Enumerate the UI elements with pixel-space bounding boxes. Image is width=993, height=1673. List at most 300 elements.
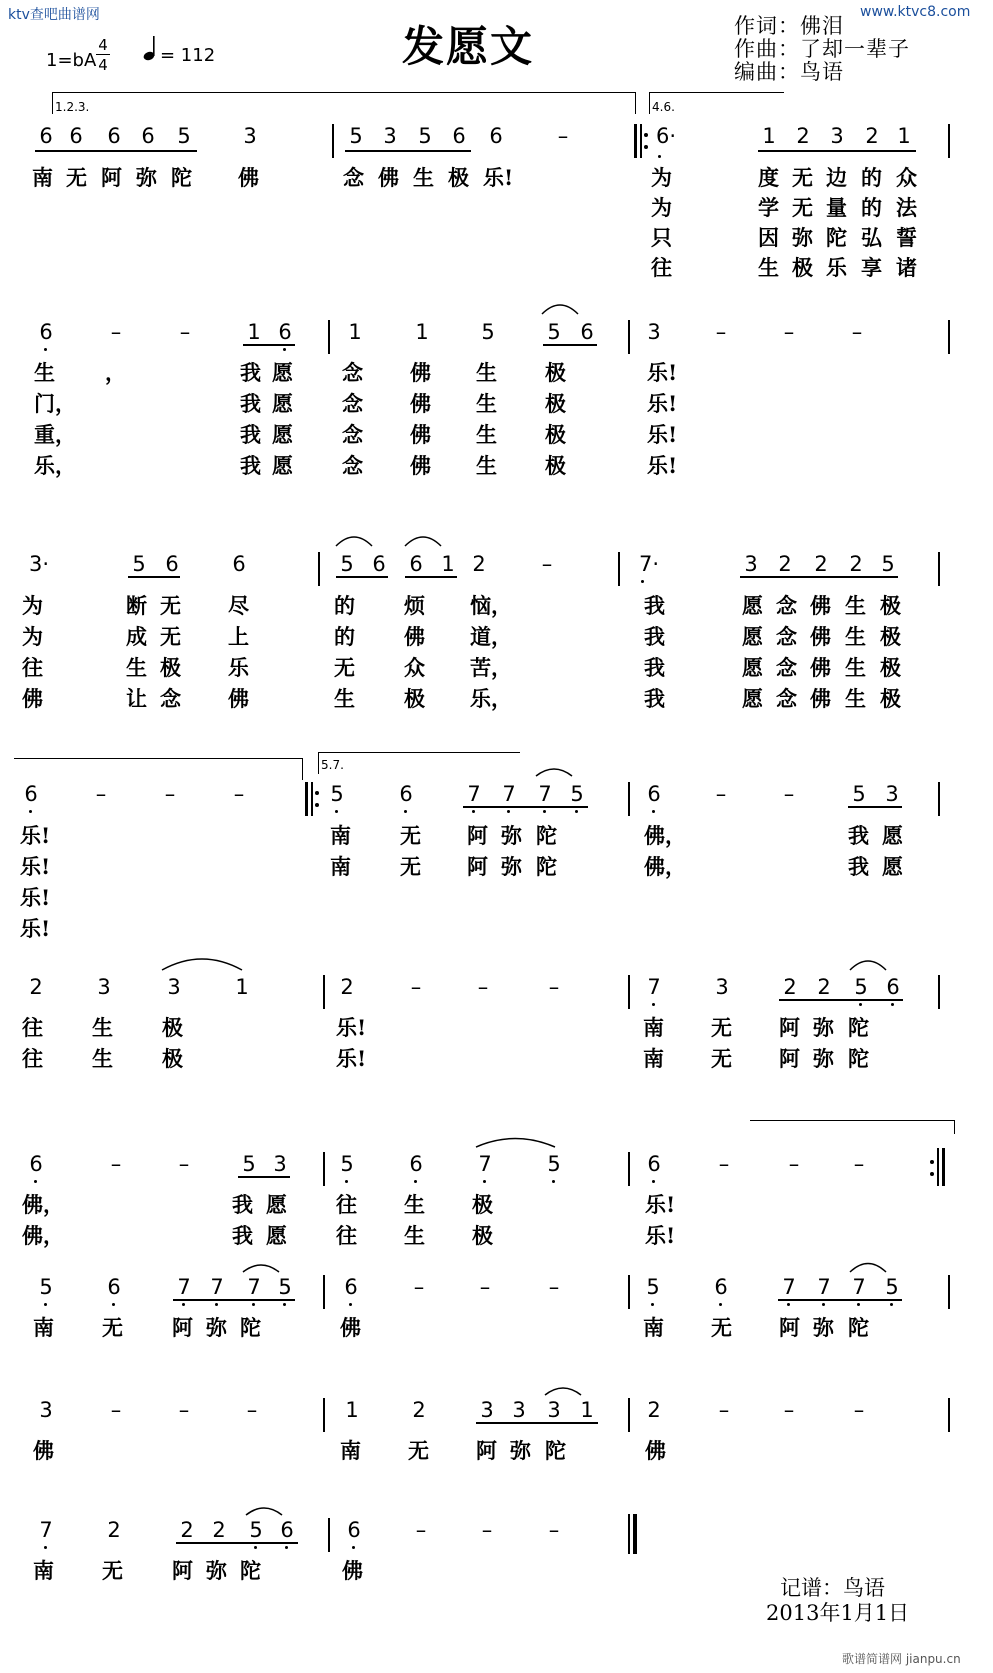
note: 2 xyxy=(783,975,797,999)
lyric: 我 xyxy=(644,593,665,618)
sustain-dash: – xyxy=(783,782,795,806)
note: 5 xyxy=(547,320,561,344)
note: 6· xyxy=(655,124,677,148)
key-signature: 1=bA xyxy=(46,50,97,71)
lyric: 弥 xyxy=(501,854,522,879)
lyric: 量 xyxy=(826,195,847,220)
sustain-dash: – xyxy=(413,1275,425,1299)
sustain-dash: – xyxy=(95,782,107,806)
note: 6 xyxy=(580,320,594,344)
sustain-dash: – xyxy=(415,1518,427,1542)
lyric: 乐， xyxy=(470,686,512,711)
note: 6 xyxy=(886,975,900,999)
note: 5 xyxy=(881,552,895,576)
slur xyxy=(336,537,372,546)
slur xyxy=(850,1264,886,1273)
note: 6 xyxy=(39,124,53,148)
note: 5 xyxy=(249,1518,263,1542)
note: 1 xyxy=(247,320,261,344)
lyric: 阿 xyxy=(779,1015,800,1040)
note: 6 xyxy=(280,1518,294,1542)
note: 5 xyxy=(570,782,584,806)
lyric: 极 xyxy=(880,686,901,711)
sustain-dash: – xyxy=(246,1398,258,1422)
lyric: 无 xyxy=(792,165,813,190)
lyric: 佛， xyxy=(644,854,686,879)
note: 2 xyxy=(814,552,828,576)
note: 7 xyxy=(247,1275,261,1299)
lyric: 无 xyxy=(400,823,421,848)
lyric: 佛 xyxy=(810,655,831,680)
note: 2 xyxy=(865,124,879,148)
song-title: 发愿文 xyxy=(402,22,535,71)
lyric: 佛 xyxy=(342,1558,363,1583)
lyric: 断 xyxy=(126,593,147,618)
note: 6 xyxy=(409,552,423,576)
lyric: 阿 xyxy=(467,854,488,879)
lyric: 阿 xyxy=(476,1438,497,1463)
note: 2 xyxy=(412,1398,426,1422)
lyric: 念 xyxy=(776,655,797,680)
lyric: 佛 xyxy=(340,1315,361,1340)
note: 3 xyxy=(243,124,257,148)
note: 2 xyxy=(817,975,831,999)
lyric: 佛 xyxy=(228,686,249,711)
lyric: 弥 xyxy=(813,1315,834,1340)
note: 6 xyxy=(232,552,246,576)
sustain-dash: – xyxy=(110,320,122,344)
lyric: 生 xyxy=(92,1015,113,1040)
lyric: 生 xyxy=(126,655,147,680)
note: 2 xyxy=(647,1398,661,1422)
lyric: 佛， xyxy=(644,823,686,848)
lyric: 陀 xyxy=(536,854,557,879)
lyric: 极 xyxy=(545,360,566,385)
lyric: 佛 xyxy=(410,422,431,447)
lyric: 乐! xyxy=(647,422,678,447)
lyric: 念 xyxy=(342,360,363,385)
slur xyxy=(545,1388,581,1395)
slur xyxy=(542,305,578,314)
lyric: 陀 xyxy=(848,1315,869,1340)
note: 1 xyxy=(580,1398,594,1422)
sustain-dash: – xyxy=(178,1152,190,1176)
note: 7· xyxy=(638,552,660,576)
note: 3· xyxy=(28,552,50,576)
lyric: 阿 xyxy=(779,1046,800,1071)
lyric: 无 xyxy=(102,1558,123,1583)
note: 1 xyxy=(441,552,455,576)
note: 3 xyxy=(39,1398,53,1422)
sustain-dash: – xyxy=(479,1275,491,1299)
sustain-dash: – xyxy=(548,975,560,999)
sustain-dash: – xyxy=(233,782,245,806)
lyric: 重， xyxy=(34,422,76,447)
lyric: 极 xyxy=(162,1046,183,1071)
lyric: 陀 xyxy=(545,1438,566,1463)
lyric: 陀 xyxy=(848,1015,869,1040)
lyric: 我 xyxy=(644,686,665,711)
lyric: 极 xyxy=(448,165,469,190)
note: 1 xyxy=(415,320,429,344)
lyric: 生 xyxy=(758,255,779,280)
lyric: 乐! xyxy=(20,916,51,941)
lyric: 弥 xyxy=(813,1015,834,1040)
lyric: 愿 xyxy=(272,391,293,416)
lyric: 门， xyxy=(34,391,76,416)
lyric: 往 xyxy=(22,655,43,680)
sustain-dash: – xyxy=(477,975,489,999)
lyric: 极 xyxy=(162,1015,183,1040)
lyricist-credit: 作词：佛泪 xyxy=(734,14,844,38)
note: 6 xyxy=(278,320,292,344)
lyric: 为 xyxy=(22,624,43,649)
lyric: 阿 xyxy=(172,1315,193,1340)
arranger-credit: 编曲：鸟语 xyxy=(734,60,844,84)
lyric: 陀 xyxy=(848,1046,869,1071)
lyric: 愿 xyxy=(742,686,763,711)
lyric: 无 xyxy=(334,655,355,680)
lyric: 生 xyxy=(92,1046,113,1071)
lyric: 乐 xyxy=(228,655,249,680)
note: 2 xyxy=(180,1518,194,1542)
lyric: 生 xyxy=(476,391,497,416)
lyric: 无 xyxy=(711,1046,732,1071)
lyric: 极 xyxy=(472,1223,493,1248)
watermark-top-left: ktv查吧曲谱网 xyxy=(8,7,100,23)
note: 5 xyxy=(132,552,146,576)
lyric: 愿 xyxy=(266,1192,287,1217)
note: 3 xyxy=(97,975,111,999)
note: 6 xyxy=(647,782,661,806)
lyric: 诸 xyxy=(896,255,917,280)
note: 6 xyxy=(24,782,38,806)
note: 3 xyxy=(830,124,844,148)
lyric: 佛 xyxy=(810,593,831,618)
lyric: 尽 xyxy=(228,593,249,618)
note: 6 xyxy=(69,124,83,148)
note: 6 xyxy=(372,552,386,576)
lyric: 乐! xyxy=(336,1015,367,1040)
note: 2 xyxy=(849,552,863,576)
sustain-dash: – xyxy=(548,1275,560,1299)
note: 5 xyxy=(177,124,191,148)
note: 5 xyxy=(547,1152,561,1176)
note: 6 xyxy=(489,124,503,148)
lyric: 我 xyxy=(232,1192,253,1217)
note: 7 xyxy=(39,1518,53,1542)
note: 2 xyxy=(340,975,354,999)
sustain-dash: – xyxy=(788,1152,800,1176)
lyric: 念 xyxy=(776,686,797,711)
lyric: 乐! xyxy=(647,453,678,478)
lyric: 无 xyxy=(400,854,421,879)
lyric: 生 xyxy=(34,360,55,385)
sustain-dash: – xyxy=(548,1518,560,1542)
lyric: 的 xyxy=(861,195,882,220)
note: 7 xyxy=(478,1152,492,1176)
lyric: 陀 xyxy=(536,823,557,848)
lyric: 誓 xyxy=(896,225,917,250)
lyric: 佛 xyxy=(410,391,431,416)
lyric: 的 xyxy=(334,624,355,649)
lyric: 往 xyxy=(336,1192,357,1217)
note: 7 xyxy=(502,782,516,806)
note: 6 xyxy=(347,1518,361,1542)
note: 1 xyxy=(235,975,249,999)
lyric: 弥 xyxy=(136,165,157,190)
sustain-dash: – xyxy=(557,124,569,148)
note: 5 xyxy=(885,1275,899,1299)
lyric: 愿 xyxy=(742,624,763,649)
lyric: 念 xyxy=(160,686,181,711)
lyric: 乐， xyxy=(34,453,76,478)
lyric: 乐! xyxy=(647,360,678,385)
lyric: 陀 xyxy=(240,1315,261,1340)
lyric: 乐! xyxy=(20,823,51,848)
note: 6 xyxy=(165,552,179,576)
lyric: 佛 xyxy=(238,165,259,190)
lyric: 我 xyxy=(240,422,261,447)
lyric: 弥 xyxy=(510,1438,531,1463)
lyric: 念 xyxy=(776,593,797,618)
note: 5 xyxy=(646,1275,660,1299)
note: 1 xyxy=(897,124,911,148)
lyric: 佛 xyxy=(378,165,399,190)
lyric: 念 xyxy=(342,453,363,478)
sustain-dash: – xyxy=(783,320,795,344)
note: 5 xyxy=(340,552,354,576)
lyric: 众 xyxy=(404,655,425,680)
lyric: 度 xyxy=(758,165,779,190)
lyric: 念 xyxy=(776,624,797,649)
lyric: 享 xyxy=(861,255,882,280)
lyric: 弥 xyxy=(813,1046,834,1071)
lyric: 学 xyxy=(758,195,779,220)
lyric: 的 xyxy=(334,593,355,618)
lyric: 极 xyxy=(880,655,901,680)
lyric: 佛 xyxy=(410,360,431,385)
watermark-top-right: www.ktvc8.com xyxy=(860,4,971,20)
lyric: 佛 xyxy=(645,1438,666,1463)
note: 7 xyxy=(852,1275,866,1299)
note: 3 xyxy=(512,1398,526,1422)
lyric: 乐! xyxy=(483,165,514,190)
sustain-dash: – xyxy=(715,782,727,806)
lyric: 南 xyxy=(330,854,351,879)
lyric: 无 xyxy=(792,195,813,220)
note: 7 xyxy=(467,782,481,806)
lyric: 弥 xyxy=(792,225,813,250)
note: 2 xyxy=(472,552,486,576)
note: 3 xyxy=(715,975,729,999)
note: 1 xyxy=(348,320,362,344)
note: 7 xyxy=(177,1275,191,1299)
note: 2 xyxy=(29,975,43,999)
note: 6 xyxy=(29,1152,43,1176)
lyric: 生 xyxy=(845,655,866,680)
lyric: 佛 xyxy=(810,686,831,711)
sustain-dash: – xyxy=(541,552,553,576)
lyric: 念 xyxy=(343,165,364,190)
slur xyxy=(243,1265,279,1272)
lyric: 我 xyxy=(240,453,261,478)
lyric: 极 xyxy=(160,655,181,680)
lyric: 苦， xyxy=(470,655,512,680)
note: 7 xyxy=(647,975,661,999)
note: 2 xyxy=(107,1518,121,1542)
lyric: 南 xyxy=(330,823,351,848)
watermark-bottom-right: 歌谱简谱网 jianpu.cn xyxy=(842,1652,961,1666)
lyric: 往 xyxy=(22,1046,43,1071)
lyric: 极 xyxy=(545,453,566,478)
lyric: 佛 xyxy=(33,1438,54,1463)
lyric: 佛 xyxy=(404,624,425,649)
volta-label-1: 1.2.3. xyxy=(55,100,90,114)
note: 5 xyxy=(278,1275,292,1299)
time-signature-top: 4 xyxy=(98,36,108,54)
lyric: 往 xyxy=(336,1223,357,1248)
lyric: 佛 xyxy=(810,624,831,649)
lyric: 乐! xyxy=(645,1192,676,1217)
lyric: 南 xyxy=(643,1315,664,1340)
lyric: 为 xyxy=(22,593,43,618)
lyric: 弥 xyxy=(206,1315,227,1340)
lyric: 乐! xyxy=(20,854,51,879)
lyric: 上 xyxy=(228,624,249,649)
volta-label-3: 5.7. xyxy=(321,758,344,772)
lyric: 的 xyxy=(861,165,882,190)
slur xyxy=(850,961,886,970)
note: 3 xyxy=(885,782,899,806)
note: 7 xyxy=(817,1275,831,1299)
sustain-dash: – xyxy=(853,1398,865,1422)
lyric: 南 xyxy=(643,1015,664,1040)
note: 2 xyxy=(778,552,792,576)
sustain-dash: – xyxy=(718,1152,730,1176)
lyric: 众 xyxy=(896,165,917,190)
note: 5 xyxy=(418,124,432,148)
lyric: 无 xyxy=(160,593,181,618)
lyric: 乐! xyxy=(20,885,51,910)
sustain-dash: – xyxy=(783,1398,795,1422)
lyric: 愿 xyxy=(742,593,763,618)
note: 6 xyxy=(647,1152,661,1176)
lyric: 往 xyxy=(22,1015,43,1040)
lyric: 南 xyxy=(643,1046,664,1071)
sustain-dash: – xyxy=(410,975,422,999)
note: 3 xyxy=(547,1398,561,1422)
note: 3 xyxy=(167,975,181,999)
slur xyxy=(405,537,441,546)
lyric: 生 xyxy=(476,360,497,385)
lyric: 我 xyxy=(232,1223,253,1248)
lyric: 让 xyxy=(126,686,147,711)
sustain-dash: – xyxy=(179,320,191,344)
note: 5 xyxy=(481,320,495,344)
lyric: 生 xyxy=(334,686,355,711)
slur xyxy=(476,1139,555,1148)
sustain-dash: – xyxy=(853,1152,865,1176)
lyric: 无 xyxy=(711,1015,732,1040)
recorder-credit: 记谱：鸟语 xyxy=(780,1576,885,1600)
lyric: 乐! xyxy=(647,391,678,416)
lyric: 极 xyxy=(472,1192,493,1217)
note: 1 xyxy=(762,124,776,148)
lyric: 愿 xyxy=(272,453,293,478)
lyric: 弘 xyxy=(861,225,882,250)
note: 6 xyxy=(107,1275,121,1299)
note: 7 xyxy=(538,782,552,806)
lyric: 为 xyxy=(651,165,672,190)
composer-credit: 作曲：了却一辈子 xyxy=(734,37,910,61)
lyric: 我 xyxy=(848,854,869,879)
lyric: 阿 xyxy=(172,1558,193,1583)
lyric: 无 xyxy=(102,1315,123,1340)
lyric: 南 xyxy=(32,165,53,190)
volta-label-2: 4.6. xyxy=(652,100,675,114)
lyric: 我 xyxy=(644,624,665,649)
lyric: 愿 xyxy=(272,360,293,385)
lyric: 我 xyxy=(240,391,261,416)
date: 2013年1月1日 xyxy=(766,1601,910,1625)
sustain-dash: – xyxy=(718,1398,730,1422)
slur xyxy=(246,1508,282,1515)
lyric: 无 xyxy=(160,624,181,649)
lyric: 无 xyxy=(66,165,87,190)
lyric: 为 xyxy=(651,195,672,220)
note: 6 xyxy=(714,1275,728,1299)
lyric: 无 xyxy=(408,1438,429,1463)
lyric: 生 xyxy=(404,1192,425,1217)
lyric: 愿 xyxy=(882,823,903,848)
lyric: 佛 xyxy=(410,453,431,478)
lyric: 念 xyxy=(342,391,363,416)
lyric: 佛 xyxy=(22,686,43,711)
lyric: 愿 xyxy=(882,854,903,879)
lyric: 生 xyxy=(476,453,497,478)
lyric: 极 xyxy=(404,686,425,711)
lyric: 成 xyxy=(126,624,147,649)
sustain-dash: – xyxy=(110,1398,122,1422)
lyric: 极 xyxy=(545,391,566,416)
note: 3 xyxy=(480,1398,494,1422)
lyric: 法 xyxy=(896,195,917,220)
note: 5 xyxy=(340,1152,354,1176)
note: 2 xyxy=(796,124,810,148)
sustain-dash: – xyxy=(851,320,863,344)
lyric: 愿 xyxy=(742,655,763,680)
lyric: 生 xyxy=(404,1223,425,1248)
lyric: 南 xyxy=(33,1315,54,1340)
lyric: 生 xyxy=(845,624,866,649)
lyric: 生 xyxy=(413,165,434,190)
note: 6 xyxy=(399,782,413,806)
lyric: 陀 xyxy=(240,1558,261,1583)
note: 5 xyxy=(242,1152,256,1176)
slur xyxy=(536,769,572,776)
note: 6 xyxy=(107,124,121,148)
note: 3 xyxy=(383,124,397,148)
lyric: 陀 xyxy=(826,225,847,250)
lyric: 无 xyxy=(711,1315,732,1340)
note: 5 xyxy=(852,782,866,806)
time-signature-bottom: 4 xyxy=(98,56,108,74)
sustain-dash: – xyxy=(110,1152,122,1176)
lyric: 念 xyxy=(342,422,363,447)
lyric: 极 xyxy=(545,422,566,447)
lyric: 道， xyxy=(470,624,512,649)
